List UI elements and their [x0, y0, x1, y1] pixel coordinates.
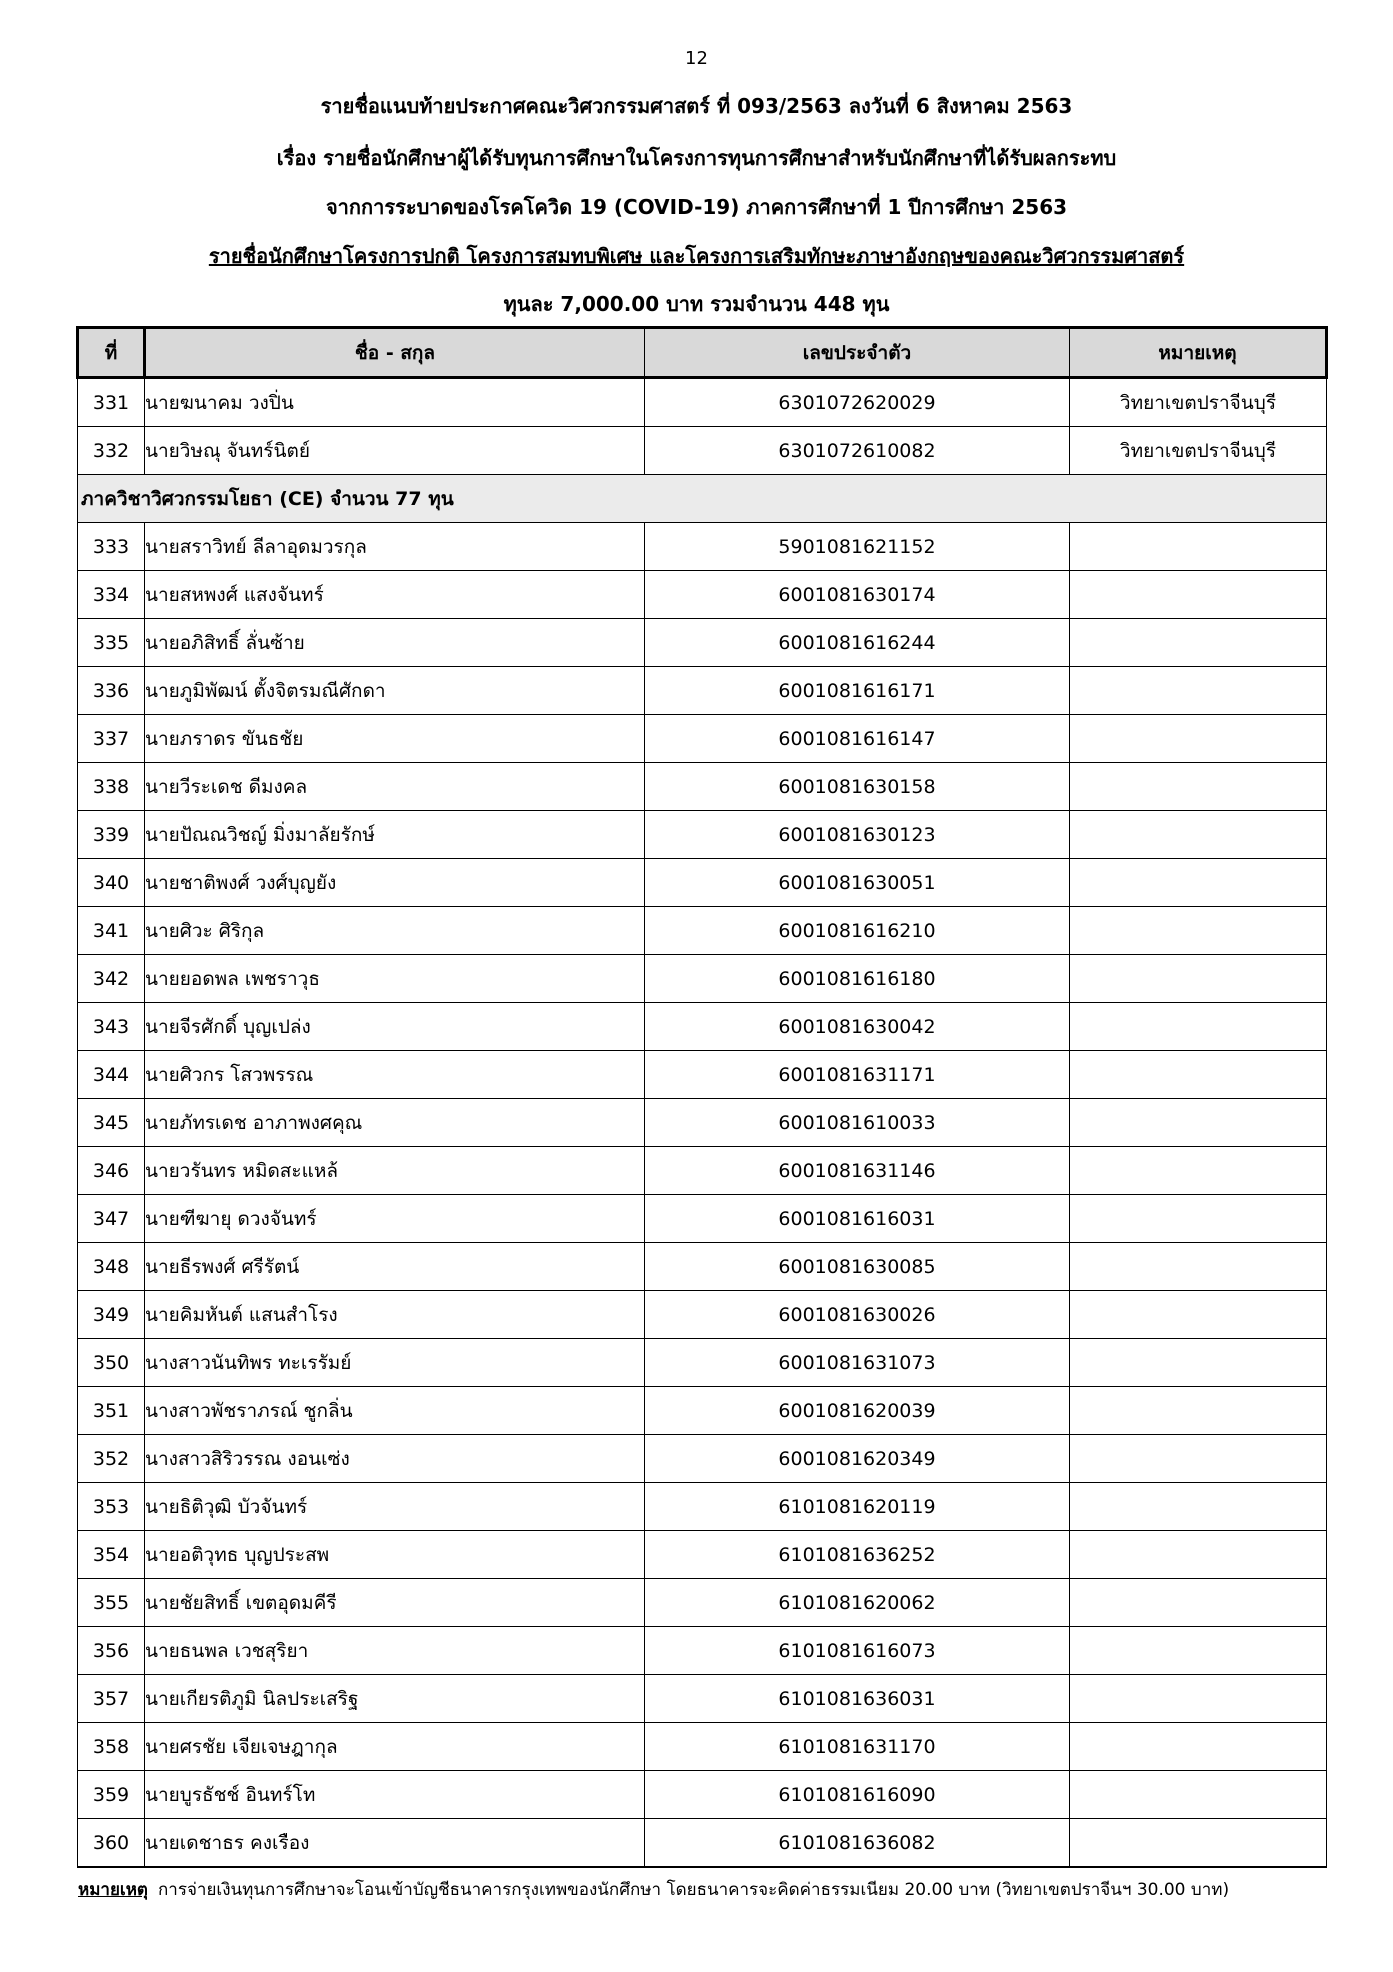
- student-id: 5901081621152: [645, 523, 1070, 571]
- row-number: 331: [78, 378, 145, 427]
- student-id: 6101081616073: [645, 1627, 1070, 1675]
- table-row: [78, 1531, 1327, 1579]
- student-id: 6001081616244: [645, 619, 1070, 667]
- row-number: 354: [78, 1531, 145, 1579]
- table-row: [78, 1627, 1327, 1675]
- student-name: นายศิวกร โสวพรรณ: [145, 1051, 645, 1099]
- student-name: นายภราดร ขันธชัย: [145, 715, 645, 763]
- student-id: 6101081631170: [645, 1723, 1070, 1771]
- row-number: 349: [78, 1291, 145, 1339]
- student-id: 6001081630042: [645, 1003, 1070, 1051]
- table-row: [78, 1003, 1327, 1051]
- student-id: 6001081630051: [645, 859, 1070, 907]
- student-name: นายธิติวุฒิ บัวจันทร์: [145, 1483, 645, 1531]
- remark: [1070, 667, 1327, 715]
- remark: [1070, 1723, 1327, 1771]
- row-number: 350: [78, 1339, 145, 1387]
- student-name: นายเกียรติภูมิ นิลประเสริฐ: [145, 1675, 645, 1723]
- row-number: 346: [78, 1147, 145, 1195]
- student-id: 6101081620062: [645, 1579, 1070, 1627]
- row-number: 332: [78, 427, 145, 475]
- student-name: นายภูมิพัฒน์ ตั้งจิตรมณีศักดา: [145, 667, 645, 715]
- table-row: [78, 1243, 1327, 1291]
- student-id: 6001081616147: [645, 715, 1070, 763]
- row-number: 348: [78, 1243, 145, 1291]
- table-row: [78, 811, 1327, 859]
- table-row: [78, 1291, 1327, 1339]
- student-name: นางสาวสิริวรรณ งอนเซ่ง: [145, 1435, 645, 1483]
- row-number: 351: [78, 1387, 145, 1435]
- remark: [1070, 1819, 1327, 1868]
- table-row: [78, 1387, 1327, 1435]
- row-number: 360: [78, 1819, 145, 1868]
- student-name: นายวีระเดช ดีมงคล: [145, 763, 645, 811]
- department-section-row: [78, 475, 1327, 523]
- student-id: 6001081631073: [645, 1339, 1070, 1387]
- table-body: [78, 378, 1327, 1868]
- student-name: นายศรชัย เจียเจษฎากุล: [145, 1723, 645, 1771]
- student-id: 6001081630123: [645, 811, 1070, 859]
- student-id: 6001081630085: [645, 1243, 1070, 1291]
- row-number: 335: [78, 619, 145, 667]
- student-id: 6001081631171: [645, 1051, 1070, 1099]
- student-name: นายธนพล เวชสุริยา: [145, 1627, 645, 1675]
- header-remark: หมายเหตุ: [1070, 328, 1327, 378]
- student-id: 6001081610033: [645, 1099, 1070, 1147]
- table-row: [78, 763, 1327, 811]
- document-title: รายชื่อแนบท้ายประกาศคณะวิศวกรรมศาสตร์ ที่ 093/2563 ลงวันที่ 6 สิงหาคม 2563: [320, 94, 1073, 118]
- student-name: นายศิวะ ศิริกุล: [145, 907, 645, 955]
- row-number: 355: [78, 1579, 145, 1627]
- remark: [1070, 523, 1327, 571]
- student-name: นายฆนาคม วงปิ่น: [145, 378, 645, 427]
- student-id: 6101081636082: [645, 1819, 1070, 1868]
- student-id: 6001081616031: [645, 1195, 1070, 1243]
- row-number: 356: [78, 1627, 145, 1675]
- footnote-label: หมายเหตุ: [78, 1880, 148, 1900]
- document-subject: เรื่อง รายชื่อนักศึกษาผู้ได้รับทุนการศึกษาในโครงการทุนการศึกษาสำหรับนักศึกษาที่ได้รับผลกระทบ: [276, 146, 1117, 170]
- table-row: [78, 1483, 1327, 1531]
- row-number: 340: [78, 859, 145, 907]
- row-number: 352: [78, 1435, 145, 1483]
- table-row: [78, 571, 1327, 619]
- row-number: 333: [78, 523, 145, 571]
- table-row: [78, 667, 1327, 715]
- student-name: นายบูรธัชช์ อินทร์โท: [145, 1771, 645, 1819]
- student-id: 6101081636252: [645, 1531, 1070, 1579]
- list-category-text: รายชื่อนักศึกษาโครงการปกติ โครงการสมทบพิเศษ และโครงการเสริมทักษะภาษาอังกฤษของคณะวิศวกรรมศาสตร์: [208, 244, 1185, 268]
- table-row: [78, 1051, 1327, 1099]
- student-name: นายสหพงศ์ แสงจันทร์: [145, 571, 645, 619]
- student-name: นายวรันทร หมิดสะแหล้: [145, 1147, 645, 1195]
- student-name: นายชัยสิทธิ์ เขตอุดมคีรี: [145, 1579, 645, 1627]
- remark: [1070, 1483, 1327, 1531]
- scholarship-amount-heading: ทุนละ 7,000.00 บาท รวมจำนวน 448 ทุน: [503, 292, 890, 316]
- row-number: 341: [78, 907, 145, 955]
- table-row: [78, 1771, 1327, 1819]
- student-name: นายชาติพงศ์ วงศ์บุญยัง: [145, 859, 645, 907]
- remark: [1070, 1387, 1327, 1435]
- student-name: นายปัณณวิชญ์ มิ่งมาลัยรักษ์: [145, 811, 645, 859]
- row-number: 345: [78, 1099, 145, 1147]
- table-row: [78, 715, 1327, 763]
- remark: [1070, 1051, 1327, 1099]
- remark: วิทยาเขตปราจีนบุรี: [1070, 378, 1327, 427]
- student-name: นางสาวพัชราภรณ์ ชูกลิ่น: [145, 1387, 645, 1435]
- student-id: 6101081616090: [645, 1771, 1070, 1819]
- student-id: 6001081630174: [645, 571, 1070, 619]
- scholarship-recipient-table: [76, 326, 1328, 1868]
- footnote-text: การจ่ายเงินทุนการศึกษาจะโอนเข้าบัญชีธนาคารกรุงเทพของนักศึกษา โดยธนาคารจะคิดค่าธรรมเนียม 20.00 บาท (วิทยาเขตปราจีนฯ 30.00 บาท): [157, 1880, 1230, 1900]
- remark: [1070, 955, 1327, 1003]
- footnote: [78, 1876, 1229, 1903]
- list-category-heading: [0, 240, 1393, 272]
- remark: [1070, 1003, 1327, 1051]
- table-row: [78, 955, 1327, 1003]
- remark: [1070, 907, 1327, 955]
- student-name: นายเดชาธร คงเรือง: [145, 1819, 645, 1868]
- row-number: 359: [78, 1771, 145, 1819]
- row-number: 358: [78, 1723, 145, 1771]
- remark: [1070, 619, 1327, 667]
- row-number: 342: [78, 955, 145, 1003]
- row-number: 334: [78, 571, 145, 619]
- table-row: [78, 907, 1327, 955]
- table-row: [78, 427, 1327, 475]
- row-number: 337: [78, 715, 145, 763]
- remark: [1070, 811, 1327, 859]
- table-row: [78, 1579, 1327, 1627]
- page-number: 12: [685, 48, 708, 69]
- row-number: 336: [78, 667, 145, 715]
- row-number: 347: [78, 1195, 145, 1243]
- header-name: ชื่อ - สกุล: [145, 328, 645, 378]
- student-name: นายธีรพงศ์ ศรีรัตน์: [145, 1243, 645, 1291]
- row-number: 343: [78, 1003, 145, 1051]
- table-header-row: [78, 328, 1327, 378]
- student-id: 6301072620029: [645, 378, 1070, 427]
- table-row: [78, 1147, 1327, 1195]
- table-row: [78, 1723, 1327, 1771]
- remark: [1070, 1195, 1327, 1243]
- remark: [1070, 763, 1327, 811]
- student-id: 6301072610082: [645, 427, 1070, 475]
- student-id: 6001081631146: [645, 1147, 1070, 1195]
- student-name: นายวิษณุ จันทร์นิตย์: [145, 427, 645, 475]
- remark: วิทยาเขตปราจีนบุรี: [1070, 427, 1327, 475]
- remark: [1070, 859, 1327, 907]
- remark: [1070, 715, 1327, 763]
- student-name: นางสาวนันทิพร ทะเรรัมย์: [145, 1339, 645, 1387]
- table-row: [78, 523, 1327, 571]
- student-name: นายคิมหันต์ แสนสำโรง: [145, 1291, 645, 1339]
- remark: [1070, 1531, 1327, 1579]
- student-id: 6001081630026: [645, 1291, 1070, 1339]
- remark: [1070, 1435, 1327, 1483]
- table-row: [78, 1195, 1327, 1243]
- remark: [1070, 1243, 1327, 1291]
- remark: [1070, 1627, 1327, 1675]
- student-name: นายยอดพล เพชราวุธ: [145, 955, 645, 1003]
- remark: [1070, 571, 1327, 619]
- table-row: [78, 1819, 1327, 1868]
- student-id: 6001081616171: [645, 667, 1070, 715]
- table-row: [78, 1435, 1327, 1483]
- table-row: [78, 378, 1327, 427]
- row-number: 357: [78, 1675, 145, 1723]
- student-name: นายอภิสิทธิ์ ลั่นซ้าย: [145, 619, 645, 667]
- table-row: [78, 619, 1327, 667]
- student-id: 6001081616210: [645, 907, 1070, 955]
- row-number: 339: [78, 811, 145, 859]
- row-number: 353: [78, 1483, 145, 1531]
- remark: [1070, 1147, 1327, 1195]
- table-row: [78, 1099, 1327, 1147]
- document-subject-continued: จากการระบาดของโรคโควิด 19 (COVID-19) ภาคการศึกษาที่ 1 ปีการศึกษา 2563: [325, 195, 1068, 219]
- department-section-title: ภาควิชาวิศวกรรมโยธา (CE) จำนวน 77 ทุน: [78, 475, 1327, 523]
- remark: [1070, 1291, 1327, 1339]
- row-number: 344: [78, 1051, 145, 1099]
- header-student-id: เลขประจำตัว: [645, 328, 1070, 378]
- student-id: 6001081620039: [645, 1387, 1070, 1435]
- student-id: 6101081636031: [645, 1675, 1070, 1723]
- row-number: 338: [78, 763, 145, 811]
- remark: [1070, 1579, 1327, 1627]
- student-name: นายจีรศักดิ์ บุญเปล่ง: [145, 1003, 645, 1051]
- student-id: 6001081616180: [645, 955, 1070, 1003]
- student-id: 6001081620349: [645, 1435, 1070, 1483]
- student-name: นายอติวุทธ บุญประสพ: [145, 1531, 645, 1579]
- student-name: นายสราวิทย์ ลีลาอุดมวรกุล: [145, 523, 645, 571]
- remark: [1070, 1339, 1327, 1387]
- table-row: [78, 1339, 1327, 1387]
- remark: [1070, 1099, 1327, 1147]
- student-id: 6101081620119: [645, 1483, 1070, 1531]
- student-id: 6001081630158: [645, 763, 1070, 811]
- student-name: นายฑีฆายุ ดวงจันทร์: [145, 1195, 645, 1243]
- table-row: [78, 1675, 1327, 1723]
- remark: [1070, 1771, 1327, 1819]
- student-name: นายภัทรเดช อาภาพงศคุณ: [145, 1099, 645, 1147]
- table-row: [78, 859, 1327, 907]
- remark: [1070, 1675, 1327, 1723]
- header-number: ที่: [78, 328, 145, 378]
